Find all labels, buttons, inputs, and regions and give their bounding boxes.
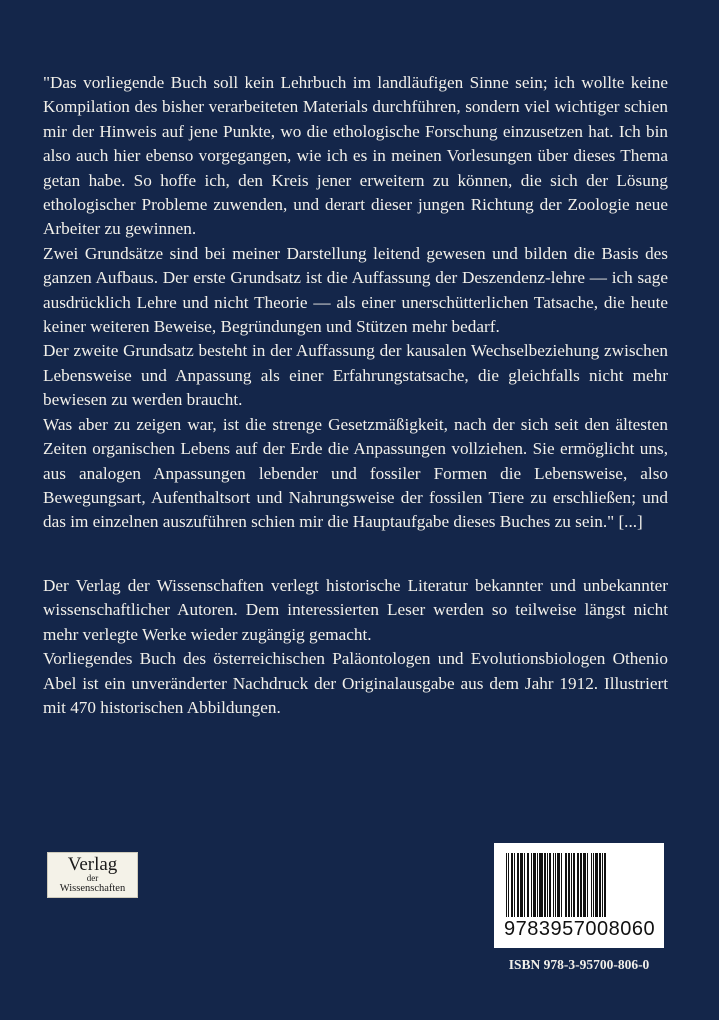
quote-paragraph: Zwei Grundsätze sind bei meiner Darstellung leitend gewesen und bilden die Basis des ganzen Aufbaus. Der erste Grundsatz ist die Auffassung der Deszendenz-lehre — ich sage ausdrücklich Lehre und nicht Theorie — als einer unerschütterlichen Tatsache, die heute keiner weiteren Beweise, Begründungen und Stützen mehr bedarf. <box>43 243 668 337</box>
quote-paragraph: Was aber zu zeigen war, ist die strenge Gesetzmäßigkeit, nach der sich seit den ältesten Zeiten organischen Lebens auf der Erde die Anpassungen vollziehen. Sie ermöglicht uns, aus analogen Anpassungen lebender und fossiler Formen die Lebensweise, also Bewegungsart, Aufenthaltsort und Nahrungsweise der fossilen Tiere zu erschließen; und das im einzelnen auszuführen schien mir die Hauptaufgabe dieses Buches zu sein." [...] <box>43 414 668 532</box>
quote-paragraph: Der zweite Grundsatz besteht in der Auffassung der kausalen Wechselbeziehung zwischen Lebensweise und Anpassung als einer Erfahrungstatsache, die gleichfalls nicht mehr bewiesen zu werden braucht. <box>43 341 668 410</box>
logo-line-verlag: Verlag <box>67 854 118 875</box>
publisher-text-block <box>43 574 668 720</box>
publisher-logo <box>47 852 138 898</box>
logo-line-der: der <box>86 873 99 883</box>
publisher-paragraph: Vorliegendes Buch des österreichischen Paläontologen und Evolutionsbiologen Othenio Abel ist ein unveränderter Nachdruck der Originalausgabe aus dem Jahr 1912. Illustriert mit 470 historischen Abbildungen. <box>43 649 668 718</box>
isbn-label: ISBN 978-3-95700-806-0 <box>508 957 650 972</box>
barcode <box>494 843 664 948</box>
publisher-paragraph: Der Verlag der Wissenschaften verlegt historische Literatur bekannter und unbekannter wissenschaftlicher Autoren. Dem interessierten Leser werden so teilweise längst nicht mehr verlegte Werke wieder zugängig gemacht. <box>43 576 668 644</box>
logo-line-wissenschaften: Wissenschaften <box>59 883 126 894</box>
quote-text-block <box>43 71 668 535</box>
barcode-bars-icon <box>506 853 654 917</box>
barcode-digits: 9783957008060 <box>504 918 656 940</box>
quote-paragraph: "Das vorliegende Buch soll kein Lehrbuch im landläufigen Sinne sein; ich wollte keine Kompilation des bisher verarbeiteten Materials durchführen, sondern viel wichtiger schien mir der Hinweis auf jene Punkte, wo die ethologische Forschung einzusetzen hat. Ich bin also auch hier ebenso vorgegangen, wie ich es in meinen Vorlesungen über dieses Thema getan habe. So hoffe ich, den Kreis jener erweitern zu können, die sich der Lösung ethologischer Probleme zuwenden, und derart dieser jungen Richtung der Zoologie neue Arbeiter zu gewinnen. <box>43 73 668 239</box>
